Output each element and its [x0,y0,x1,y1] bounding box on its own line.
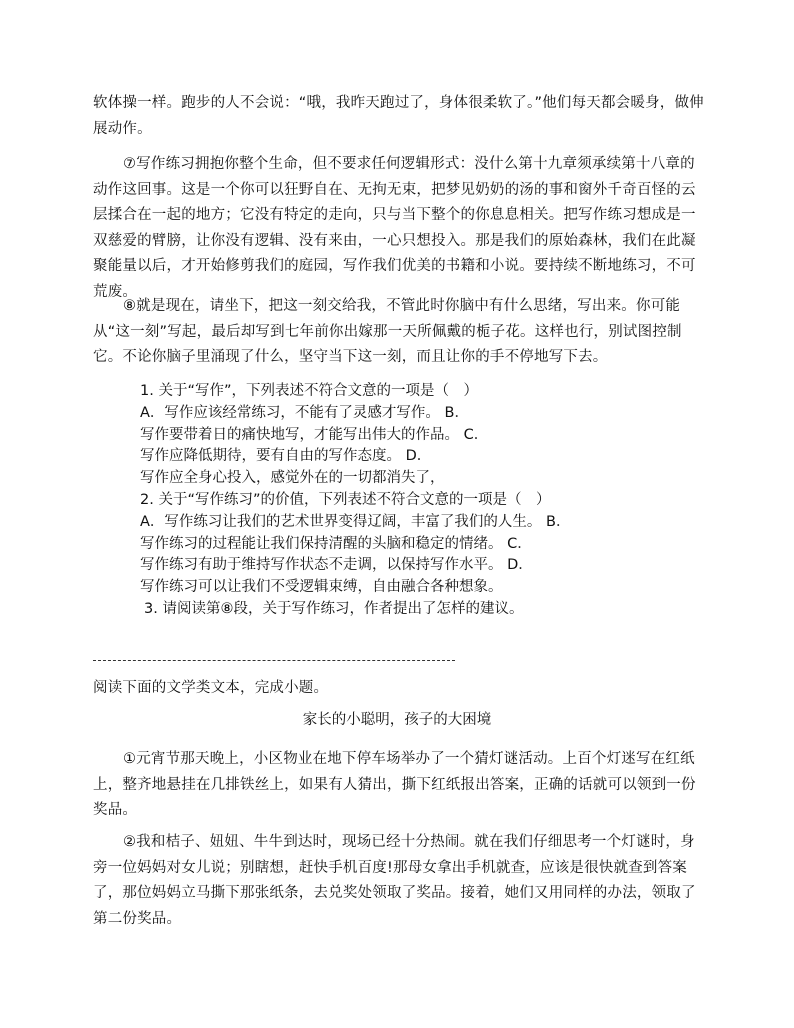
article-paragraph-1: ①元宵节那天晚上，小区物业在地下停车场举办了一个猜灯谜活动。上百个灯迷写在红纸上，整齐地悬挂在几排铁丝上，如果有人猜出，撕下红纸报出答案，正确的话就可以领到一份奖品。 [93,751,696,818]
question-1-stem: 1. 关于“写作”，下列表述不符合文意的一项是（ ） [140,383,478,399]
question-3-stem: 3. 请阅读第⑧段，关于写作练习，作者提出了怎样的建议。 [144,600,524,617]
article-title: 家长的小聪明，孩子的大困境 [302,712,492,728]
question-2-option-b: 写作练习的过程能让我们保持清醒的头脑和稳定的情绪。 C． [140,535,532,552]
passage-paragraph-7: ⑦写作练习拥抱你整个生命，但不要求任何逻辑形式：没什么第十九章须承续第十八章的动作这回事。这是一个你可以狂野自在、无拘无束，把梦见奶奶的汤的事和窗外千奇百怪的云层揉合在一起的地方；它没有特定的走向，只与当下整个的你息息相关。把写作练习想成是一双慈爱的臂膀，让你没有逻辑、没有来由，一心只想投入。那是我们的原始森林，我们在此凝聚能量以后，才开始修剪我们的庭园，写作我们优美的书籍和小说。要持续不断地练习，不可荒废。 [93,156,696,300]
question-2-option-c: 写作练习有助于维持写作状态不走调，以保持写作水平。 D． [140,557,533,574]
passage-paragraph-8: ⑧就是现在，请坐下，把这一刻交给我，不管此时你脑中有什么思绪，写出来。你可能从“这一刻”写起，最后却写到七年前你出嫁那一天所佩戴的栀子花。这样也行，别试图控制它。不论你脑子里涌现了什么，坚守当下这一刻，而且让你的手不停地写下去。 [93,298,682,365]
question-1-option-c: 写作应降低期待，要有自由的写作态度。 D． [140,448,432,465]
section-instruction: 阅读下面的文学类文本，完成小题。 [93,680,329,696]
question-2-option-d: 写作练习可以让我们不受逻辑束缚，自由融合各种想象。 [140,579,503,596]
passage-paragraph-continued: 软体操一样。跑步的人不会说：“哦，我昨天跑过了，身体很柔软了。”他们每天都会暖身，做伸展动作。 [93,95,704,137]
question-1-option-d: 写作应全身心投入，感觉外在的一切都消失了， [140,470,445,487]
section-divider [93,660,455,661]
article-paragraph-2: ②我和桔子、妞妞、牛牛到达时，现场已经十分热闹。就在我们仔细思考一个灯谜时，身旁一位妈妈对女儿说；别瞎想，赶快手机百度!那母女拿出手机就查，应该是很快就查到答案了，那位妈妈立马撕下那张纸条，去兑奖处领取了奖品。接着，她们又用同样的办法，领取了第二份奖品。 [93,834,696,927]
question-2-stem: 2. 关于“写作练习”的价值，下列表述不符合文意的一项是（ ） [140,491,551,508]
question-1-option-a: A．写作应该经常练习，不能有了灵感才写作。 B． [140,404,469,421]
question-2-option-a: A．写作练习让我们的艺术世界变得辽阔，丰富了我们的人生。 B． [140,513,571,530]
question-1-option-b: 写作要带着日的痛快地写，才能写出伟大的作品。 C． [140,426,489,443]
question-block [140,381,710,621]
